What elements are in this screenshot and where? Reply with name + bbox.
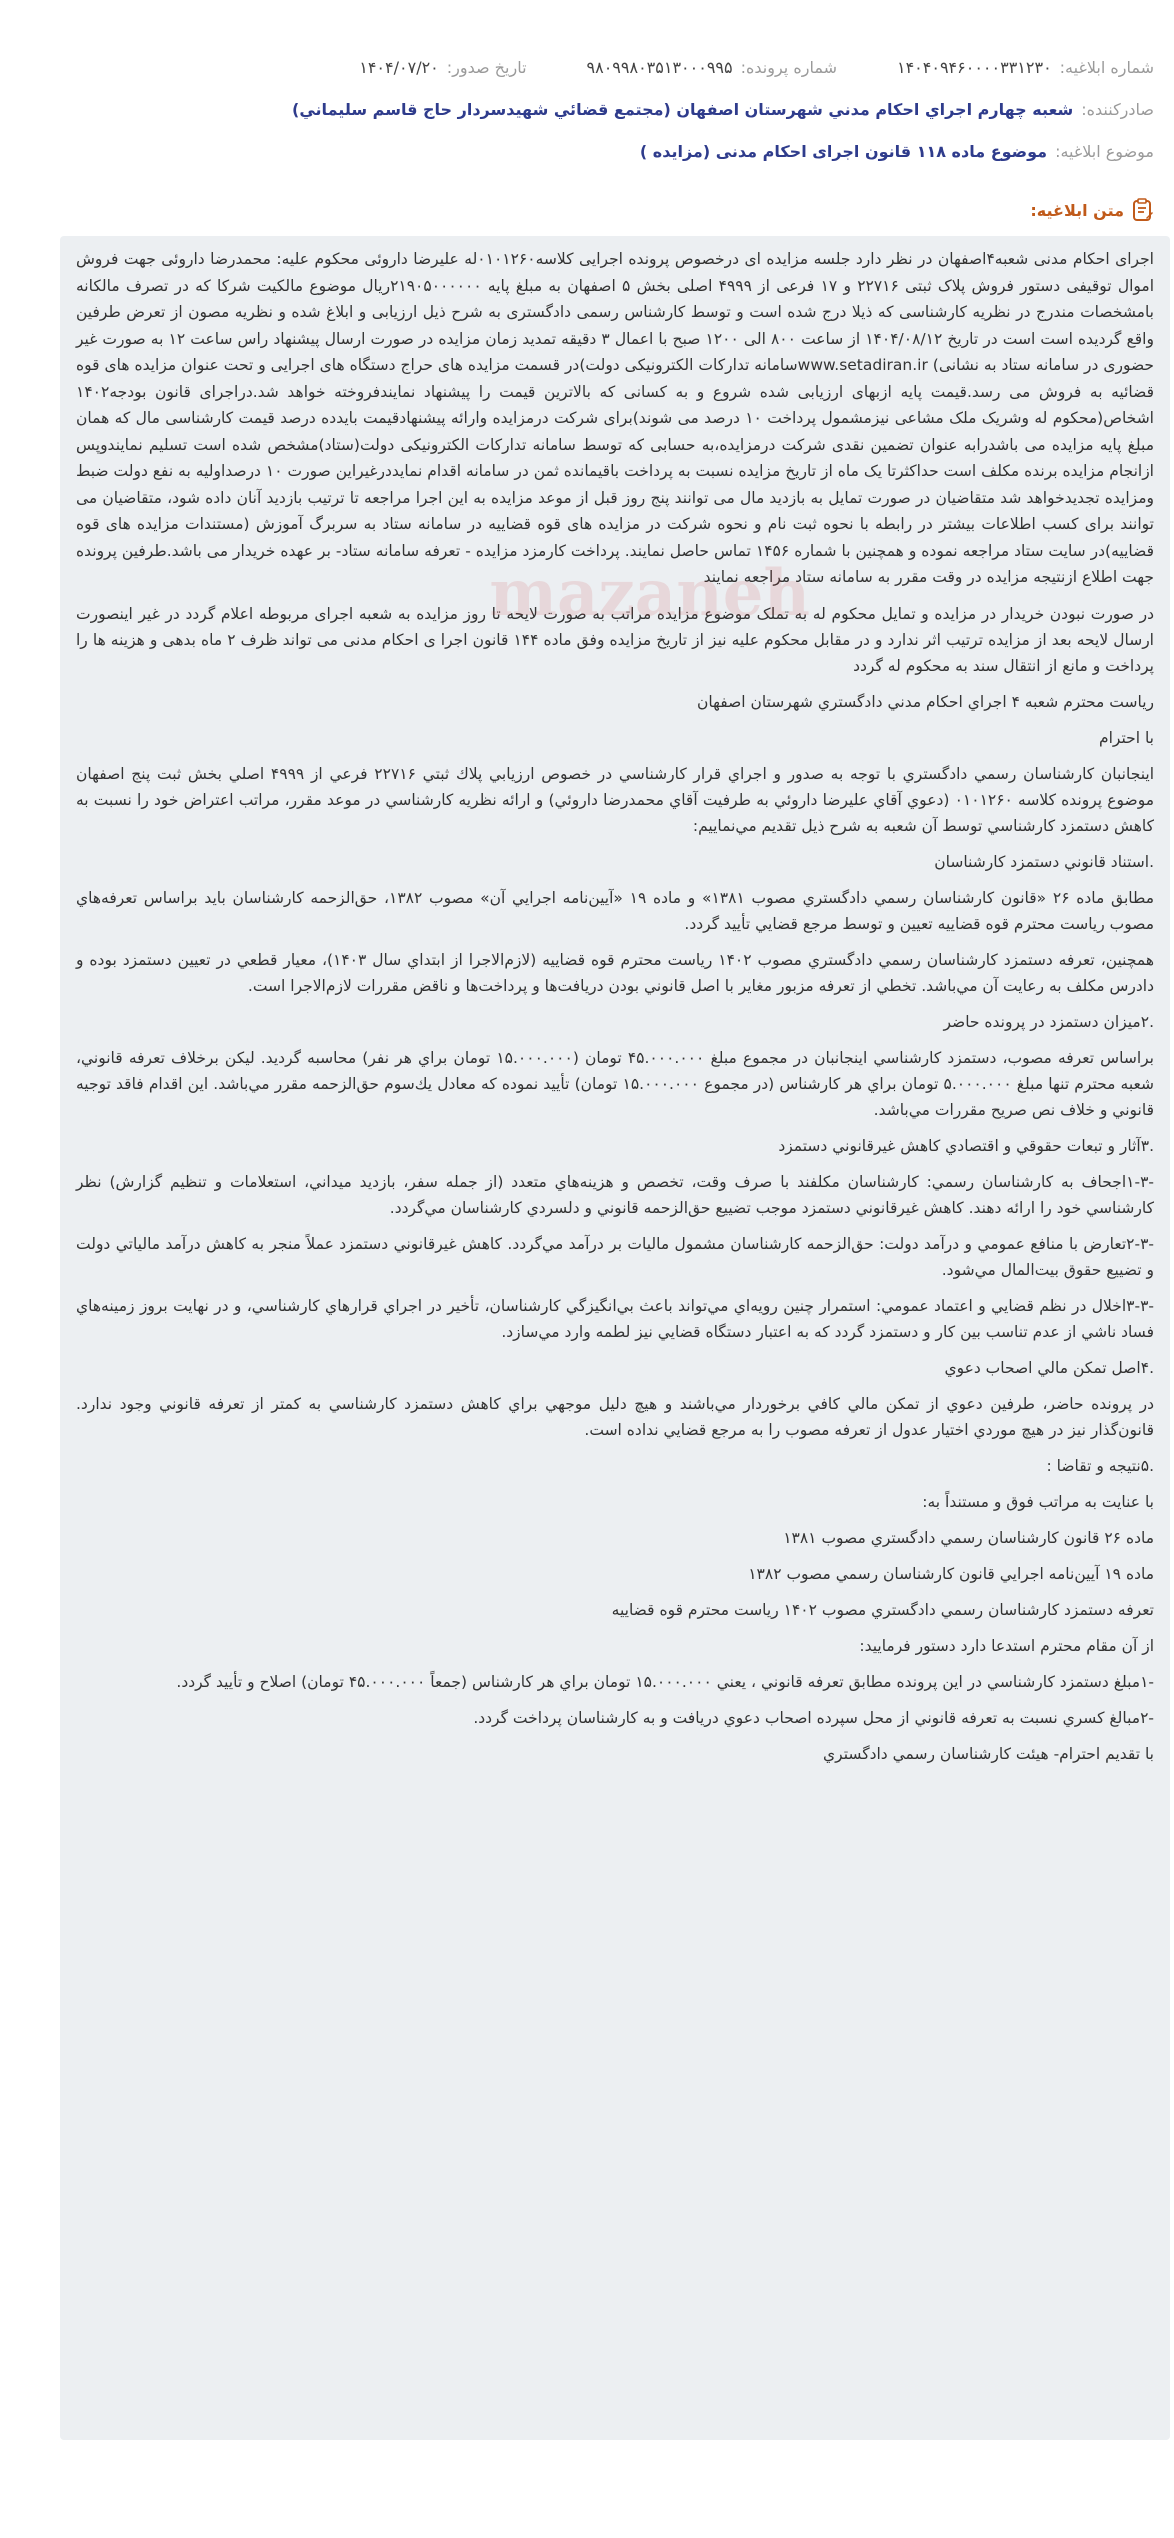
- paragraph: اينجانبان كارشناسان رسمي دادگستري با توجه به صدور و اجراي قرار كارشناسي در خصوص ارزيابي پلاك ثبتي ۲۲۷۱۶ فرعي از ۴۹۹۹ اصلي بخش ثبت پنج اصفهان موضوع پرونده كلاسه ۰۱۰۱۲۶۰ (دعوي آقاي عليرضا داروئي به طرفيت آقاي محمدرضا داروئي) و ارائه نظريه كارشناسي در موعد مقرر، مراتب اعتراض خود را نسبت به كاهش دستمزد كارشناسي توسط آن شعبه به شرح ذيل تقديم مي‌نماييم:: [76, 764, 1155, 835]
- paragraph: تعرفه دستمزد كارشناسان رسمي دادگستري مصوب ۱۴۰۲ رياست محترم قوه قضاييه: [611, 1600, 1154, 1619]
- paragraph: -۱-۳اجحاف به كارشناسان رسمي: كارشناسان مكلفند با صرف وقت، تخصص و هزينه‌هاي متعدد (از جمله سفر، بازديد ميداني، استعلامات و تنظيم گزارش) نظر كارشناسي خود را ارائه دهند. كاهش غيرقانوني دستمزد موجب تضييع حق‌الزحمه قانوني و دلسردي كارشناسان مي‌گردد.: [76, 1172, 1154, 1217]
- section-title: [1030, 198, 1154, 222]
- paragraph: در پرونده حاضر، طرفين دعوي از تمكن مالي كافي برخوردار مي‌باشند و هيچ دليل موجهي براي كاهش دستمزد كارشناسي به كمتر از تعرفه قانوني وجود ندارد. قانون‌گذار نيز در هيچ موردي اختيار عدول از تعرفه مصوب را به مرجع قضايي نداده است.: [76, 1394, 1154, 1439]
- notice-body: [60, 236, 1170, 2440]
- paragraph: ماده ۱۹ آيين‌نامه اجرايي قانون كارشناسان رسمي مصوب ۱۳۸۲: [748, 1564, 1154, 1583]
- paragraph: اجرای احکام مدنی شعبه۴اصفهان در نظر دارد جلسه مزایده ای درخصوص پرونده اجرایی کلاسه۰۱۰۱۲۶۰له علیرضا داروئی محکوم علیه: محمدرضا داروئی جهت فروش اموال توقیفی دستور فروش پلاک ثبتی ۲۲۷۱۶ و ۱۷ فرعی از ۴۹۹۹ اصلی بخش ۵ اصفهان به مبلغ پایه ۲۱۹۰۵۰۰۰۰۰۰ریال موضوع مالکیت شرکا که در تصرف مالکانه بامشخصات مندرج در نظریه کارشناسی که ذیلا درج شده است و توسط کارشناس رسمی دادگستری به شرح ذیل ارزیابی و ابلاغ شده و نظریه مصون از تعرض طرفین واقع گردیده است است در تاریخ ۱۴۰۴/۰۸/۱۲ از ساعت ۸۰۰ الی ۱۲۰۰ صبح با اعمال ۳ دقیقه تمدید زمان مزایده در صورت ارسال پیشنهاد راس ساعت ۱۲ به صورت غیر حضوری در سامانه ستاد به نشانی) www.setadiran.irسامانه تدارکات الکترونیکی دولت)در قسمت مزایده های حراج دستگاه های اجرایی و تحت عنوان مزایده های قوه قضائیه به فروش می رسد.قیمت پایه ازبهای ارزیابی شده شروع و به کسانی که بالاترین قیمت را پیشنهاد نمایندفروخته خواهد شد.دراجرای قانون بودجه۱۴۰۲ اشخاص(محکوم له وشریک ملک مشاعی نیزمشمول پرداخت ۱۰ درصد می شوند)برای شرکت درمزایده وارائه پیشنهادقیمت بایدده درصد قیمت کارشناسی مال که همان مبلغ پایه مزایده می باشدرابه عنوان تضمین نقدی شرکت درمزایده،به حسابی که توسط سامانه تدارکات الکترونیکی دولت(ستاد)مشخص شده است تسلیم نمایندوپس ازانجام مزایده برنده مکلف است حداکثرتا یک ماه از تاریخ مزایده نسبت به پرداخت باقیمانده ثمن در سامانه اقدام نمایددرغیراین صورت ۱۰ درصداولیه به نفع دولت ضبط ومزایده تجدیدخواهد شد متقاضیان در صورت تمایل به بازدید مال می توانند پنج روز قبل از موعد مزایده به این اجرا مراجعه تا ترتیب بازدید آنان داده شود، متقاضیان می توانند برای کسب اطلاعات بیشتر در رابطه با نحوه ثبت نام و نحوه شرکت در مزایده های قوه قضاییه در سامانه ستاد به سربرگ آموزش (مستندات مزایده های قوه قضاییه)در سایت ستاد مراجعه نموده و همچنین با شماره ۱۴۵۶ تماس حاصل نمایند. پرداخت کارمزد مزایده - تعرفه سامانه ستاد- بر عهده خریدار می باشد.طرفین پرونده جهت اطلاع ازنتیجه مزایده در وقت مقرر به سامانه ستاد مراجعه نمایند: [76, 250, 1155, 586]
- issue-date: ۱۴۰۴/۰۷/۲۰: [359, 57, 439, 77]
- case-number-label: شماره پرونده:: [740, 57, 837, 77]
- paragraph: .۵نتيجه و تقاضا :: [1046, 1456, 1154, 1475]
- subject: موضوع ماده ۱۱۸ قانون اجرای احکام مدنی (مزایده ): [639, 141, 1048, 161]
- paragraph: با تقديم احترام- هيئت كارشناسان رسمي دادگستري: [823, 1744, 1154, 1763]
- case-number: ۹۸۰۹۹۸۰۳۵۱۳۰۰۰۹۹۵: [586, 57, 733, 77]
- paragraph: .۴اصل تمكن مالي اصحاب دعوي: [944, 1358, 1154, 1377]
- paragraph: مطابق ماده ۲۶ «قانون كارشناسان رسمي دادگستري مصوب ۱۳۸۱» و ماده ۱۹ «آيين‌نامه اجرايي آن» مصوب ۱۳۸۲، حق‌الزحمه كارشناسان بايد براساس تعرفه‌هاي مصوب رياست محترم قوه قضاييه تعيين و توسط مرجع قضايي تأييد گردد.: [76, 888, 1154, 933]
- meta-row: [20, 52, 1154, 82]
- paragraph: با عنايت به مراتب فوق و مستنداً به:: [922, 1492, 1154, 1511]
- paragraph: از آن مقام محترم استدعا دارد دستور فرماييد:: [859, 1636, 1154, 1655]
- subject-label: موضوع ابلاغیه:: [1055, 141, 1154, 161]
- paragraph: همچنين، تعرفه دستمزد كارشناسان رسمي دادگستري مصوب ۱۴۰۲ رياست محترم قوه قضاييه (لازم‌الاجرا از ابتداي سال ۱۴۰۳)، معيار قطعي در تعيين دستمزد بوده و دادرس مكلف به رعايت آن مي‌باشد. تخطي از تعرفه مزبور مغاير با اصل قانوني بودن دريافت‌ها و پرداخت‌ها و ناقض مقررات لازم‌الاجرا است.: [76, 950, 1154, 995]
- paragraph: رياست محترم شعبه ۴ اجراي احكام مدني دادگستري شهرستان اصفهان: [696, 692, 1154, 711]
- issuer-label: صادرکننده:: [1081, 99, 1154, 119]
- issuer-row: [20, 94, 1154, 124]
- paragraph: -۲مبالغ كسري نسبت به تعرفه قانوني از محل سپرده اصحاب دعوي دريافت و به كارشناسان پرداخت گردد.: [473, 1708, 1154, 1727]
- document-icon: [1132, 198, 1154, 222]
- issue-date-label: تاریخ صدور:: [446, 57, 527, 77]
- paragraph: -۱مبلغ دستمزد كارشناسي در اين پرونده مطابق تعرفه قانوني ، يعني ۱۵.۰۰۰.۰۰۰ تومان براي هر كارشناس (جمعاً ۴۵.۰۰۰.۰۰۰ تومان) اصلاح و تأييد گردد.: [176, 1672, 1154, 1691]
- notice-number-label: شماره ابلاغیه:: [1059, 57, 1154, 77]
- issuer: شعبه چهارم اجراي احكام مدني شهرستان اصفهان (مجتمع قضائي شهيدسردار حاج قاسم سليماني): [292, 99, 1074, 119]
- paragraph: براساس تعرفه مصوب، دستمزد كارشناسي اينجانبان در مجموع مبلغ ۴۵.۰۰۰.۰۰۰ تومان (۱۵.۰۰۰.۰۰۰ تومان براي هر نفر) محاسبه گرديد. ليكن برخلاف تعرفه قانوني، شعبه محترم تنها مبلغ ۵.۰۰۰.۰۰۰ تومان براي هر كارشناس (در مجموع ۱۵.۰۰۰.۰۰۰ تومان) تأييد نموده كه معادل يك‌سوم حق‌الزحمه مقرر مي‌باشد. اين اقدام فاقد توجيه قانوني و خلاف نص صريح مقررات مي‌باشد.: [76, 1048, 1155, 1119]
- paragraph: .۲ميزان دستمزد در پرونده حاضر: [943, 1012, 1154, 1031]
- section-title-text: متن ابلاغیه:: [1030, 200, 1124, 220]
- subject-row: [20, 136, 1154, 166]
- paragraph: -۲-۳تعارض با منافع عمومي و درآمد دولت: حق‌الزحمه كارشناسان مشمول ماليات بر درآمد مي‌گردد. كاهش غيرقانوني دستمزد عملاً منجر به كاهش درآمد مالياتي دولت و تضييع حقوق بيت‌المال مي‌شود.: [76, 1234, 1154, 1279]
- paragraph: ماده ۲۶ قانون كارشناسان رسمي دادگستري مصوب ۱۳۸۱: [783, 1528, 1154, 1547]
- paragraph: با احترام: [1099, 728, 1154, 747]
- watermark-text: mazaneh: [489, 556, 810, 631]
- paragraph: .استناد قانوني دستمزد كارشناسان: [934, 852, 1154, 871]
- paragraph: .۳آثار و تبعات حقوقي و اقتصادي كاهش غيرقانوني دستمزد: [778, 1136, 1154, 1155]
- notice-number: ۱۴۰۴۰۹۴۶۰۰۰۰۳۳۱۲۳۰: [896, 57, 1052, 77]
- paragraph: در صورت نبودن خریدار در مزایده و تمایل محکوم له به تملک موضوع مزایده مراتب به صورت لایحه تا روز مزایده به شعبه اجرای مربوطه اعلام گردد در غیر اینصورت ارسال لایحه بعد از مزایده ترتیب اثر ندارد و در مقابل محکوم علیه نیز از تاریخ مزایده وفق ماده ۱۴۴ قانون اجرا ی احکام مدنی می تواند ظرف ۲ ماه بدهی و هزینه ها را پرداخت و مانع از انتقال سند به محکوم له گردد: [76, 604, 1154, 675]
- paragraph: -۳-۳اخلال در نظم قضايي و اعتماد عمومي: استمرار چنين رويه‌اي مي‌تواند باعث بي‌انگيزگي كارشناسان، تأخير در اجراي قرارهاي كارشناسي، و در نهايت بروز زمينه‌هاي فساد ناشي از عدم تناسب بين كار و دستمزد گردد كه به اعتبار دستگاه قضايي نيز لطمه وارد مي‌سازد.: [76, 1296, 1154, 1341]
- notice-header: [20, 52, 1154, 178]
